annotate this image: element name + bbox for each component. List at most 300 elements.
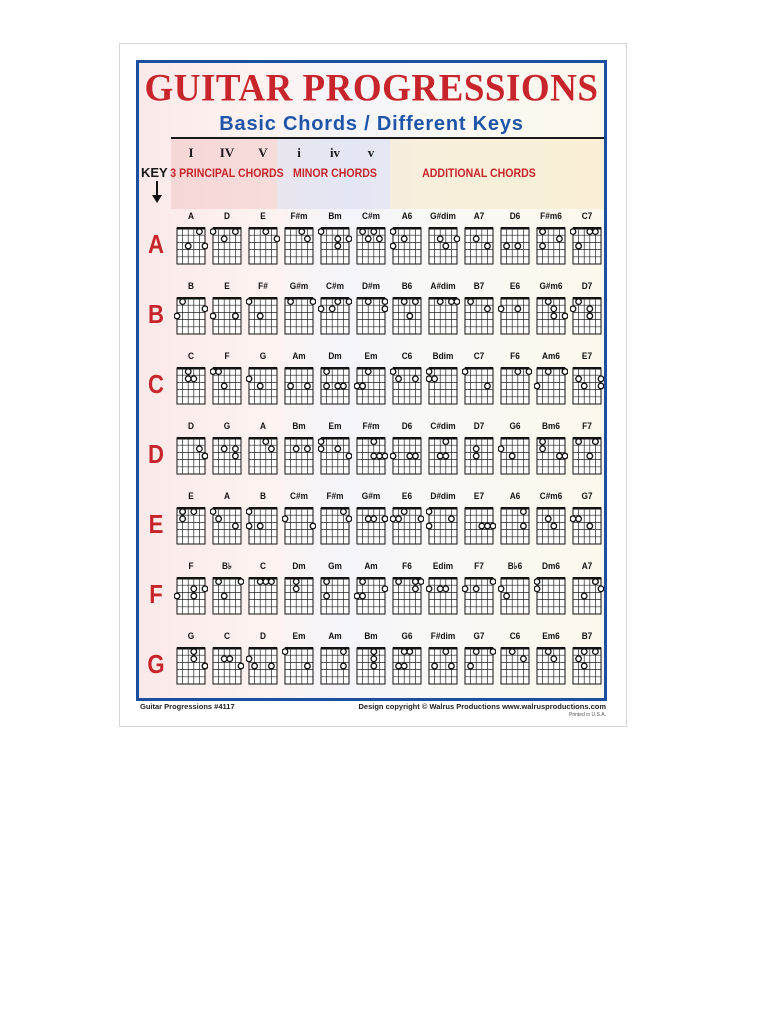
- chord-box: [390, 421, 424, 491]
- finger-dot: [221, 593, 227, 599]
- chord-box: [498, 281, 532, 351]
- chord-box: [246, 281, 280, 351]
- chord-diagram: [570, 364, 604, 410]
- chord-box: [318, 281, 352, 351]
- chord-name: F6: [510, 351, 520, 361]
- chord-diagram: [534, 644, 568, 690]
- chord-name: F#dim: [430, 631, 456, 641]
- chord-diagram: [390, 364, 424, 410]
- finger-dot: [382, 586, 388, 592]
- chord-diagram: [390, 644, 424, 690]
- finger-dot: [396, 663, 402, 669]
- finger-dot: [191, 376, 197, 382]
- chord-diagram: [318, 574, 352, 620]
- finger-dot: [401, 509, 407, 515]
- chord-box: [246, 421, 280, 491]
- finger-dot: [282, 649, 288, 655]
- chord-diagram: [174, 364, 208, 410]
- numeral-I: I: [188, 145, 194, 160]
- chord-name: C6: [509, 631, 521, 641]
- chord-diagram: [570, 224, 604, 270]
- finger-dot: [341, 649, 347, 655]
- chord-diagram: [570, 504, 604, 550]
- chord-diagram: [318, 644, 352, 690]
- chord-diagram: [390, 574, 424, 620]
- finger-dot: [305, 236, 311, 242]
- finger-dot: [252, 663, 258, 669]
- finger-dot: [257, 313, 263, 319]
- chord-diagram: [534, 364, 568, 410]
- chord-name: D: [260, 631, 266, 641]
- chord-diagram: [390, 504, 424, 550]
- chord-name: B7: [581, 631, 593, 641]
- chord-diagram: [426, 224, 460, 270]
- finger-dot: [246, 523, 252, 529]
- finger-dot: [202, 306, 208, 312]
- finger-dot: [191, 509, 197, 515]
- finger-dot: [371, 649, 377, 655]
- chord-diagram: [282, 504, 316, 550]
- chord-diagram: [426, 364, 460, 410]
- finger-dot: [462, 369, 468, 375]
- chord-name: G#m6: [539, 281, 563, 291]
- finger-dot: [371, 663, 377, 669]
- finger-dot: [318, 439, 324, 445]
- chord-name: D: [224, 211, 230, 221]
- finger-dot: [426, 509, 432, 515]
- chord-box: [534, 351, 568, 421]
- chord-box: [354, 491, 388, 561]
- chord-name: Em: [328, 421, 342, 431]
- chord-diagram: [246, 504, 280, 550]
- chord-box: [210, 491, 244, 561]
- chord-diagram: [462, 504, 496, 550]
- chord-name: D7: [473, 421, 485, 431]
- chord-diagram: [498, 504, 532, 550]
- finger-dot: [576, 299, 582, 305]
- finger-dot: [545, 649, 551, 655]
- chord-name: A: [224, 491, 230, 501]
- chord-name: Bm: [364, 631, 378, 641]
- chord-box: [426, 561, 460, 631]
- finger-dot: [197, 229, 203, 235]
- finger-dot: [426, 523, 432, 529]
- finger-dot: [299, 229, 305, 235]
- chord-name: B♭: [222, 561, 232, 571]
- finger-dot: [454, 299, 460, 305]
- chord-box: [462, 491, 496, 561]
- finger-dot: [346, 516, 352, 522]
- key-letter-a: A: [148, 229, 164, 259]
- chord-name: E7: [473, 491, 485, 501]
- finger-dot: [371, 439, 377, 445]
- chord-box: [498, 491, 532, 561]
- finger-dot: [443, 439, 449, 445]
- finger-dot: [346, 236, 352, 242]
- chord-box: [354, 281, 388, 351]
- finger-dot: [293, 586, 299, 592]
- chord-diagram: [354, 224, 388, 270]
- finger-dot: [216, 516, 222, 522]
- chord-box: [426, 631, 460, 701]
- chart-sheet: [120, 44, 626, 726]
- finger-dot: [587, 313, 593, 319]
- chord-diagram: [354, 504, 388, 550]
- finger-dot: [210, 369, 216, 375]
- chord-name: E: [188, 491, 194, 501]
- chord-box: [354, 421, 388, 491]
- chord-name: C#m6: [539, 491, 563, 501]
- chord-diagram: [462, 224, 496, 270]
- chord-box: [210, 631, 244, 701]
- chord-box: [534, 631, 568, 701]
- chord-diagram: [498, 364, 532, 410]
- chord-diagram: [210, 504, 244, 550]
- key-letter-d: D: [148, 439, 164, 469]
- finger-dot: [346, 299, 352, 305]
- finger-dot: [593, 649, 599, 655]
- finger-dot: [293, 579, 299, 585]
- finger-dot: [324, 593, 330, 599]
- chord-name: G6: [509, 421, 521, 431]
- chord-name: Em6: [542, 631, 560, 641]
- chord-box: [282, 281, 316, 351]
- finger-dot: [360, 229, 366, 235]
- finger-dot: [490, 649, 496, 655]
- numeral-v: v: [367, 145, 375, 160]
- chord-name: B: [260, 491, 266, 501]
- finger-dot: [509, 649, 515, 655]
- finger-dot: [473, 649, 479, 655]
- finger-dot: [257, 579, 263, 585]
- finger-dot: [396, 516, 402, 522]
- finger-dot: [449, 516, 455, 522]
- finger-dot: [246, 299, 252, 305]
- chord-name: Am: [328, 631, 342, 641]
- finger-dot: [365, 236, 371, 242]
- chord-diagram: [390, 224, 424, 270]
- finger-dot: [551, 313, 557, 319]
- finger-dot: [413, 453, 419, 459]
- chord-box: [318, 491, 352, 561]
- finger-dot: [551, 306, 557, 312]
- chord-box: [570, 281, 604, 351]
- chord-box: [462, 421, 496, 491]
- finger-dot: [216, 369, 222, 375]
- chord-name: G#m: [361, 491, 381, 501]
- chord-diagram: [426, 294, 460, 340]
- finger-dot: [305, 383, 311, 389]
- finger-dot: [593, 229, 599, 235]
- chord-box: [174, 631, 208, 701]
- finger-dot: [246, 376, 252, 382]
- finger-dot: [382, 453, 388, 459]
- chord-diagram: [282, 224, 316, 270]
- chord-name: G#m: [289, 281, 309, 291]
- finger-dot: [396, 579, 402, 585]
- chord-box: [174, 281, 208, 351]
- chord-box: [174, 491, 208, 561]
- chord-box: [282, 491, 316, 561]
- chord-box: [426, 421, 460, 491]
- chord-diagram: [462, 644, 496, 690]
- finger-dot: [382, 306, 388, 312]
- finger-dot: [534, 383, 540, 389]
- chord-box: [390, 561, 424, 631]
- finger-dot: [202, 243, 208, 249]
- chord-diagram: [174, 644, 208, 690]
- chord-diagram: [174, 434, 208, 480]
- finger-dot: [288, 299, 294, 305]
- chord-box: [570, 491, 604, 561]
- finger-dot: [426, 376, 432, 382]
- finger-dot: [401, 299, 407, 305]
- finger-dot: [443, 453, 449, 459]
- chord-box: [246, 561, 280, 631]
- finger-dot: [233, 229, 239, 235]
- section-principal-chords: 3 PRINCIPAL CHORDS: [170, 166, 284, 180]
- finger-dot: [274, 236, 280, 242]
- chord-name: E: [224, 281, 230, 291]
- section-minor-chords: MINOR CHORDS: [293, 166, 377, 180]
- chord-diagram: [390, 294, 424, 340]
- chord-box: [390, 211, 424, 281]
- chord-name: D#m: [362, 281, 380, 291]
- numeral-IV: IV: [219, 145, 235, 160]
- chord-box: [498, 561, 532, 631]
- finger-dot: [534, 579, 540, 585]
- key-letter-e: E: [148, 509, 164, 539]
- finger-dot: [185, 243, 191, 249]
- chord-diagram: [462, 434, 496, 480]
- chord-box: [390, 351, 424, 421]
- finger-dot: [365, 516, 371, 522]
- finger-dot: [360, 383, 366, 389]
- chord-name: E6: [509, 281, 521, 291]
- finger-dot: [371, 229, 377, 235]
- chord-diagram: [174, 294, 208, 340]
- finger-dot: [576, 376, 582, 382]
- finger-dot: [587, 229, 593, 235]
- chord-box: [210, 281, 244, 351]
- finger-dot: [540, 243, 546, 249]
- finger-dot: [515, 243, 521, 249]
- chord-name: D6: [401, 421, 413, 431]
- finger-dot: [360, 593, 366, 599]
- finger-dot: [443, 586, 449, 592]
- chord-name: D#dim: [430, 491, 456, 501]
- chord-box: [354, 561, 388, 631]
- chord-box: [282, 421, 316, 491]
- finger-dot: [485, 306, 491, 312]
- finger-dot: [437, 236, 443, 242]
- chord-box: [174, 561, 208, 631]
- finger-dot: [557, 236, 563, 242]
- chord-name: B♭6: [507, 561, 523, 571]
- chord-name: Bm: [328, 211, 342, 221]
- chord-name: A#dim: [430, 281, 456, 291]
- finger-dot: [581, 593, 587, 599]
- finger-dot: [390, 516, 396, 522]
- finger-dot: [473, 586, 479, 592]
- finger-dot: [382, 516, 388, 522]
- finger-dot: [354, 383, 360, 389]
- chord-diagram: [462, 364, 496, 410]
- chord-diagram: [534, 294, 568, 340]
- chord-diagram: [174, 574, 208, 620]
- chord-box: [354, 211, 388, 281]
- chord-name: F7: [582, 421, 592, 431]
- chord-box: [534, 421, 568, 491]
- chord-diagram: [354, 644, 388, 690]
- chord-diagram: [498, 434, 532, 480]
- chord-box: [426, 281, 460, 351]
- chord-name: C7: [581, 211, 593, 221]
- finger-dot: [401, 236, 407, 242]
- finger-dot: [437, 299, 443, 305]
- finger-dot: [498, 586, 504, 592]
- finger-dot: [396, 376, 402, 382]
- chord-box: [210, 421, 244, 491]
- chord-diagram: [534, 574, 568, 620]
- finger-dot: [515, 306, 521, 312]
- chord-diagram: [570, 644, 604, 690]
- finger-dot: [216, 579, 222, 585]
- finger-dot: [413, 376, 419, 382]
- finger-dot: [540, 439, 546, 445]
- finger-dot: [282, 516, 288, 522]
- finger-dot: [593, 579, 599, 585]
- finger-dot: [263, 229, 269, 235]
- finger-dot: [581, 383, 587, 389]
- chord-box: [498, 351, 532, 421]
- finger-dot: [581, 649, 587, 655]
- chord-diagram: [246, 364, 280, 410]
- finger-dot: [263, 439, 269, 445]
- chord-name: G#dim: [430, 211, 456, 221]
- finger-dot: [233, 453, 239, 459]
- finger-dot: [377, 236, 383, 242]
- finger-dot: [354, 593, 360, 599]
- finger-dot: [540, 229, 546, 235]
- finger-dot: [454, 236, 460, 242]
- chord-box: [462, 561, 496, 631]
- finger-dot: [185, 376, 191, 382]
- chord-diagram: [570, 294, 604, 340]
- finger-dot: [197, 446, 203, 452]
- chord-box: [498, 211, 532, 281]
- chord-name: F#: [258, 281, 268, 291]
- finger-dot: [238, 579, 244, 585]
- chord-name: A: [260, 421, 266, 431]
- chord-box: [210, 561, 244, 631]
- chord-box: [462, 281, 496, 351]
- chord-name: Edim: [432, 561, 454, 571]
- finger-dot: [382, 299, 388, 305]
- chord-box: [570, 631, 604, 701]
- finger-dot: [246, 509, 252, 515]
- finger-dot: [269, 663, 275, 669]
- chord-box: [282, 211, 316, 281]
- finger-dot: [587, 306, 593, 312]
- chord-box: [354, 631, 388, 701]
- finger-dot: [324, 579, 330, 585]
- finger-dot: [324, 369, 330, 375]
- chord-name: C: [224, 631, 230, 641]
- chord-diagram: [498, 224, 532, 270]
- finger-dot: [473, 446, 479, 452]
- finger-dot: [540, 446, 546, 452]
- finger-dot: [310, 523, 316, 529]
- chord-diagram: [282, 574, 316, 620]
- chord-diagram: [282, 364, 316, 410]
- chord-diagram: [354, 574, 388, 620]
- section-additional-chords: ADDITIONAL CHORDS: [422, 166, 536, 180]
- chord-diagram: [210, 644, 244, 690]
- finger-dot: [562, 453, 568, 459]
- finger-dot: [390, 453, 396, 459]
- finger-dot: [257, 383, 263, 389]
- chord-name: F7: [474, 561, 484, 571]
- chord-box: [426, 491, 460, 561]
- finger-dot: [413, 586, 419, 592]
- finger-dot: [269, 579, 275, 585]
- chord-diagram: [318, 434, 352, 480]
- finger-dot: [210, 509, 216, 515]
- finger-dot: [324, 383, 330, 389]
- finger-dot: [174, 593, 180, 599]
- chord-name: G7: [581, 491, 593, 501]
- finger-dot: [335, 299, 341, 305]
- chord-diagram: [246, 294, 280, 340]
- chord-name: F6: [402, 561, 412, 571]
- chart-frame: [136, 60, 607, 701]
- page-subtitle: Basic Chords / Different Keys: [219, 113, 524, 135]
- chord-name: G7: [473, 631, 485, 641]
- finger-dot: [521, 523, 527, 529]
- finger-dot: [341, 383, 347, 389]
- finger-dot: [468, 299, 474, 305]
- chord-box: [534, 211, 568, 281]
- finger-dot: [305, 663, 311, 669]
- chord-name: E: [260, 211, 266, 221]
- finger-dot: [180, 299, 186, 305]
- finger-dot: [341, 663, 347, 669]
- finger-dot: [545, 369, 551, 375]
- chord-name: A6: [401, 211, 413, 221]
- finger-dot: [202, 586, 208, 592]
- chord-box: [426, 211, 460, 281]
- chord-diagram: [534, 504, 568, 550]
- chord-name: C6: [401, 351, 413, 361]
- chord-diagram: [426, 644, 460, 690]
- key-letter-b: B: [148, 299, 164, 329]
- chord-box: [534, 491, 568, 561]
- finger-dot: [485, 383, 491, 389]
- finger-dot: [437, 453, 443, 459]
- chord-name: F: [224, 351, 230, 361]
- chord-box: [498, 421, 532, 491]
- finger-dot: [318, 229, 324, 235]
- chord-diagram: [246, 224, 280, 270]
- finger-dot: [318, 306, 324, 312]
- chord-diagram: [354, 434, 388, 480]
- chord-diagram: [354, 364, 388, 410]
- footer-printed: Printed in U.S.A.: [569, 712, 606, 718]
- finger-dot: [180, 509, 186, 515]
- chord-box: [462, 211, 496, 281]
- finger-dot: [576, 243, 582, 249]
